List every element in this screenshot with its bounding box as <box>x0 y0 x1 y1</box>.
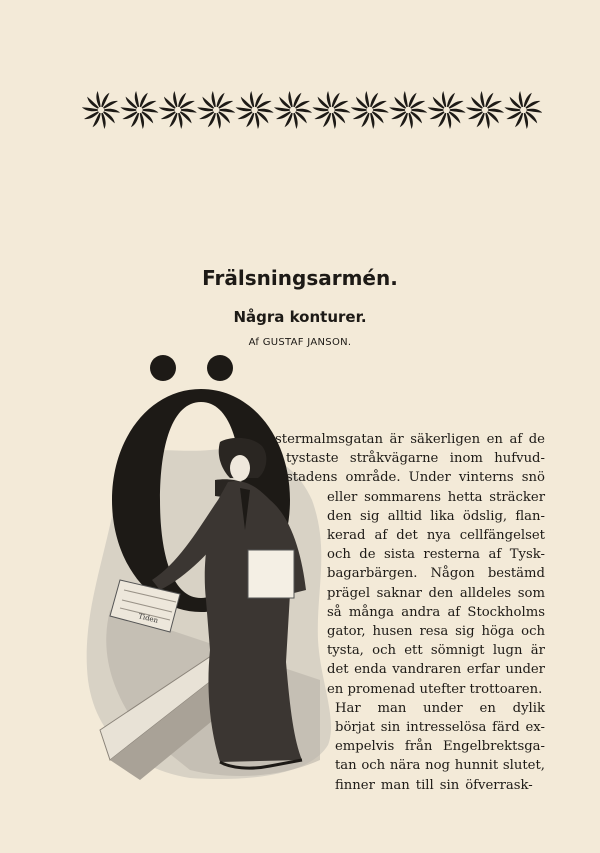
text-line: kerad af det nya cellfängelset <box>327 528 545 543</box>
text-line: eller sommarens hetta sträcker <box>327 489 545 505</box>
text-line: empelvis från Engelbrektsga- <box>335 739 545 755</box>
text-line: så många andra af Stockholms <box>327 604 545 620</box>
text-line: bagarbärgen. Någon bestämd <box>327 566 545 582</box>
text-line: stadens område. Under vinterns snö <box>286 470 545 486</box>
ornament-rosette <box>274 91 312 129</box>
text-line: börjat sin intresselösa färd ex- <box>335 720 545 735</box>
ornament-rosette <box>235 91 273 129</box>
ornament-rosette <box>197 91 235 129</box>
ornament-rosette <box>389 91 427 129</box>
text-line: tysta, och ett sömnigt lugn är <box>327 643 545 659</box>
ornament-rosette <box>427 91 465 129</box>
text-line: Har man under en dylik <box>335 700 545 716</box>
ornament-rosette <box>504 91 542 129</box>
umlaut-dot-left <box>150 355 176 381</box>
text-line: den sig alltid lika ödslig, flan- <box>327 508 545 524</box>
article-title: Frälsningsarmén. <box>202 266 398 290</box>
umlaut-dot-right <box>207 355 233 381</box>
ornament-rosette <box>82 91 120 129</box>
text-line: gator, husen resa sig höga och <box>327 624 545 639</box>
text-line: prägel saknar den alldeles som <box>327 585 545 601</box>
newspaper-text: Tiden <box>137 612 159 625</box>
text-line: det enda vandraren erfar under <box>327 662 545 678</box>
text-line: finner man till sin öfverrask- <box>335 777 533 793</box>
text-line: tystaste stråkvägarne inom hufvud- <box>286 451 545 467</box>
ornament-rosette <box>351 91 389 129</box>
text-line: en promenad utefter trottoaren. <box>327 681 543 697</box>
ornament-rosette <box>159 91 197 129</box>
article-subtitle: Några konturer. <box>233 308 367 326</box>
text-line: och de sista resterna af Tysk- <box>327 547 545 563</box>
text-line: stermalmsgatan är säkerligen en af de <box>275 432 545 447</box>
illustrated-initial <box>80 350 340 780</box>
article-author: Af GUSTAF JANSON. <box>248 337 352 348</box>
ornament-rosette <box>120 91 158 129</box>
ornament-border <box>82 89 542 131</box>
text-line: tan och nära nog hunnit slutet, <box>335 758 545 774</box>
ornament-rosette <box>312 91 350 129</box>
ornament-rosette <box>466 91 504 129</box>
